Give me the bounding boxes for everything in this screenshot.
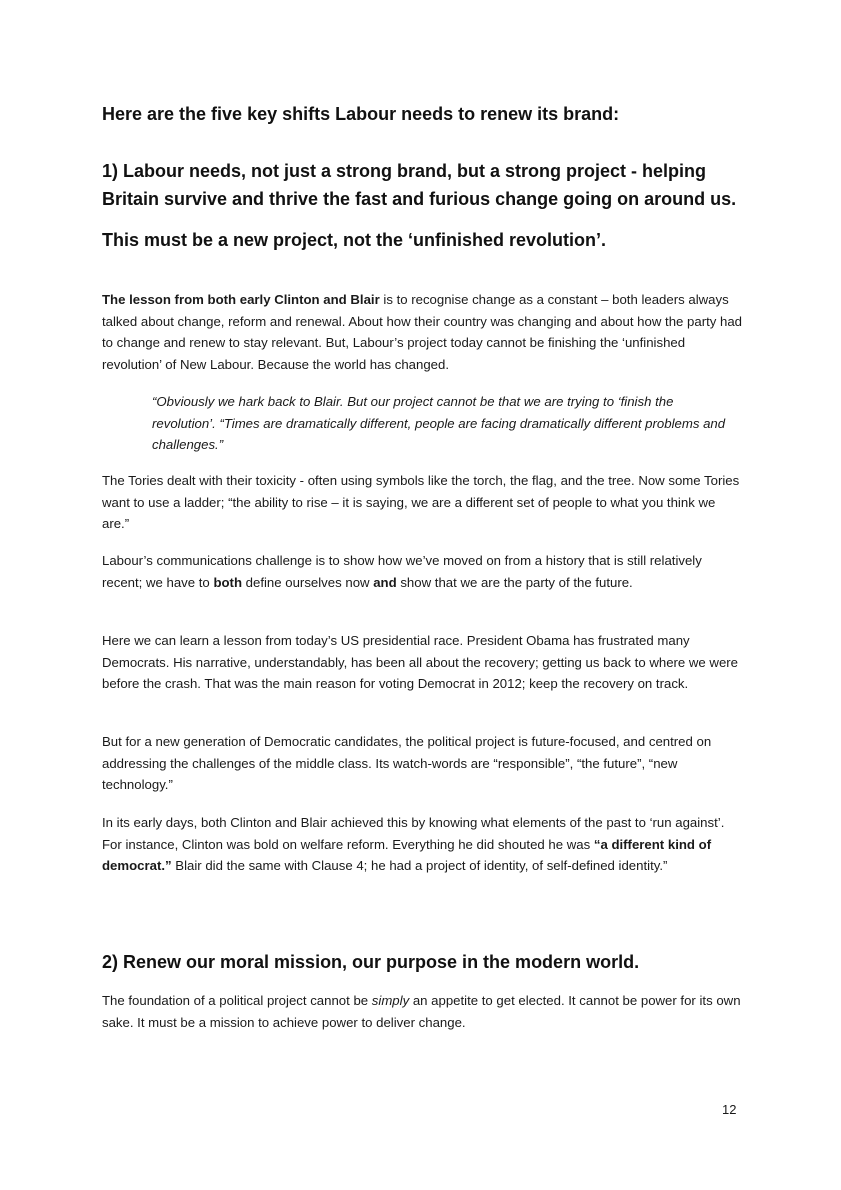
paragraph-3-bold-both: both bbox=[213, 574, 242, 590]
paragraph-1-bold-lead: The lesson from both early Clinton and Blair bbox=[102, 292, 380, 307]
paragraph-3-text-c: show that we are the party of the future. bbox=[396, 574, 633, 590]
blair-quote: “Obviously we hark back to Blair. But our project cannot be that we are trying to ‘finish the revolution’. “Times are dramatically different, people are facing dramatically different problems and challenges.” bbox=[152, 394, 726, 453]
paragraph-6 bbox=[102, 812, 742, 877]
intro-heading: Here are the five key shifts Labour needs to renew its brand: bbox=[102, 104, 620, 124]
paragraph-6-text-b: Blair did the same with Clause 4; he had a project of identity, of self-defined identity.” bbox=[171, 858, 668, 874]
shift-1-heading: 1) Labour needs, not just a strong brand, but a strong project - helping Britain survive and thrive the fast and furious change going on around us. bbox=[102, 161, 737, 209]
paragraph-3 bbox=[102, 550, 742, 593]
shift-2-heading: 2) Renew our moral mission, our purpose in the modern world. bbox=[102, 952, 640, 972]
paragraph-7-text-b: an appetite to get elected. It cannot be power for its own sake. It must be a mission to achieve power to deliver change. bbox=[102, 993, 741, 1030]
paragraph-4: Here we can learn a lesson from today’s US presidential race. President Obama has frustrated many Democrats. His narrative, understandably, has been all about the recovery; getting us back to where we were before the crash. That was the main reason for voting Democrat in 2012; keep the recovery on track. bbox=[102, 633, 739, 692]
paragraph-7-text-a: The foundation of a political project cannot be bbox=[102, 993, 372, 1008]
paragraph-2: The Tories dealt with their toxicity - often using symbols like the torch, the flag, and the tree. Now some Tories want to use a ladder; “the ability to rise – it is saying, we are a different set of people to what you think we are.” bbox=[102, 473, 740, 532]
paragraph-5: But for a new generation of Democratic candidates, the political project is future-focused, and centred on addressing the challenges of the middle class. Its watch-words are “responsible”, “the future”, “new technology.” bbox=[102, 734, 712, 793]
paragraph-6-bold-quote: “a different kind of democrat.” bbox=[102, 836, 712, 874]
paragraph-3-bold-and: and bbox=[373, 574, 397, 590]
page-number: 12 bbox=[722, 1102, 737, 1117]
paragraph-6-text-a: In its early days, both Clinton and Blair achieved this by knowing what elements of the past to ‘run against’. For instance, Clinton was bold on welfare reform. Everything he did shouted he was bbox=[102, 815, 725, 852]
paragraph-3-text-b: define ourselves now bbox=[242, 574, 374, 590]
shift-1-subheading: This must be a new project, not the ‘unfinished revolution’. bbox=[102, 230, 607, 250]
paragraph-1 bbox=[102, 289, 742, 375]
paragraph-3-text-a: Labour’s communications challenge is to show how we’ve moved on from a history that is still relatively recent; we have to bbox=[102, 553, 702, 590]
paragraph-7 bbox=[102, 990, 742, 1033]
paragraph-1-text: is to recognise change as a constant – both leaders always talked about change, reform and renewal. About how their country was changing and about how the party had to change and renew to stay relevant. But, Labour’s project today cannot be finishing the ‘unfinished revolution’ of New Labour. Because the world has changed. bbox=[102, 292, 743, 372]
paragraph-7-italic: simply bbox=[371, 993, 410, 1008]
